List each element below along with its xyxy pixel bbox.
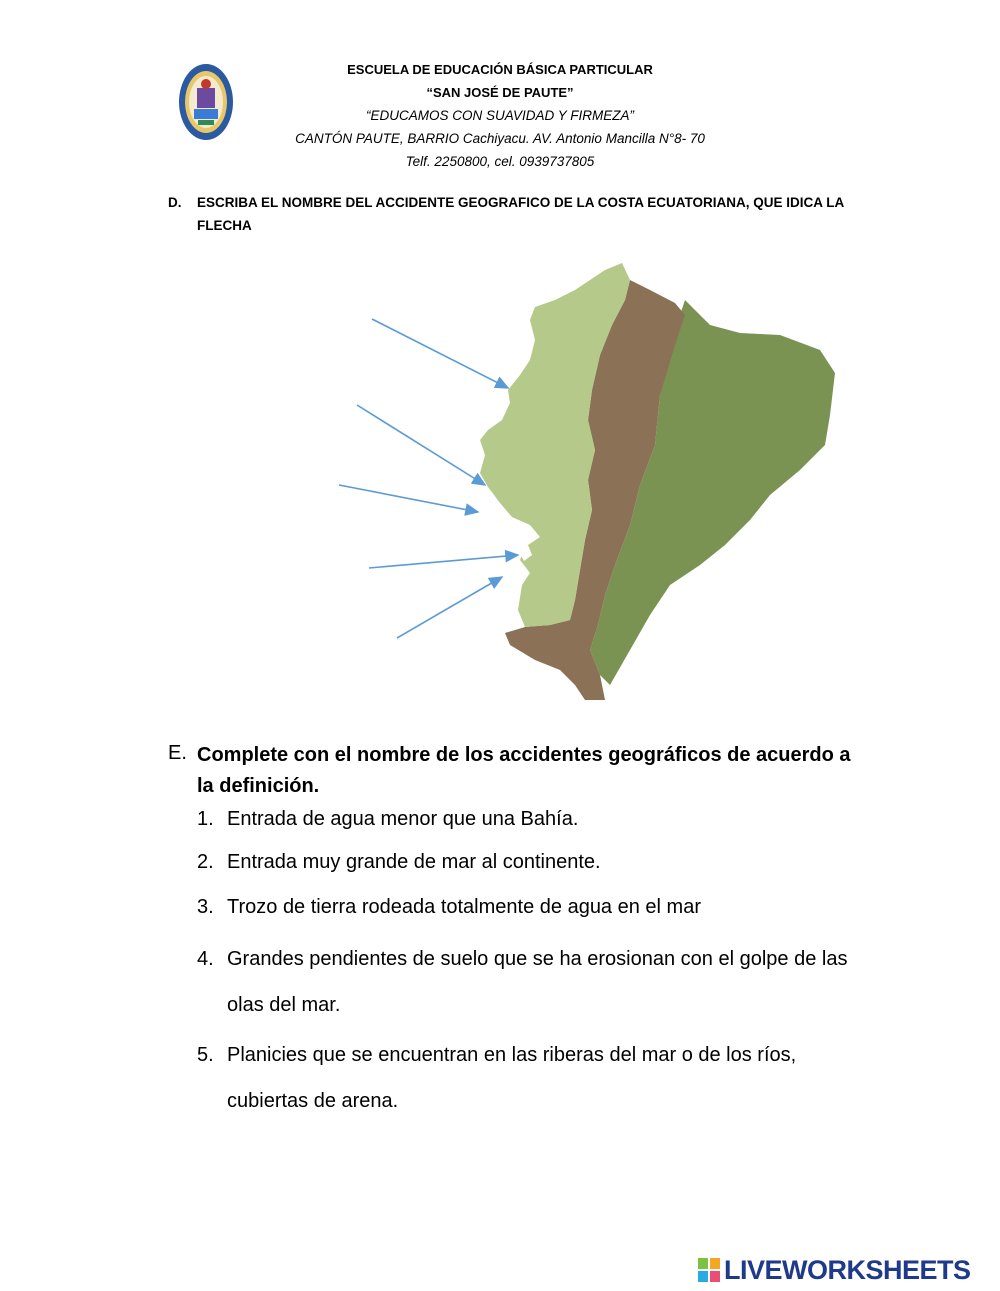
school-name: “SAN JOSÉ DE PAUTE” (426, 85, 574, 100)
item-text: Planicies que se encuentran en las riberas del mar o de los ríos, cubiertas de arena. (227, 1044, 797, 1112)
section-d (168, 191, 848, 237)
section-e-letter: E. (168, 742, 187, 764)
list-item: 4. Grandes pendientes de suelo que se ha erosionan con el golpe de las olas del mar. (197, 948, 848, 1016)
item-text: Entrada muy grande de mar al continente. (227, 851, 601, 873)
brand-text: LIVEWORKSHEETS (724, 1255, 971, 1285)
school-header (0, 58, 1000, 173)
section-d-instruction: ESCRIBA EL NOMBRE DEL ACCIDENTE GEOGRAFICO DE LA COSTA ECUATORIANA, QUE IDICA LA FLECHA (197, 195, 844, 233)
ecuador-map (330, 255, 860, 705)
section-e-title: Complete con el nombre de los accidentes geográficos de acuerdo a la definición. (197, 744, 851, 797)
school-phone: Telf. 2250800, cel. 0939737805 (405, 154, 595, 169)
item-text: Entrada de agua menor que una Bahía. (227, 808, 579, 830)
list-item: 5. Planicies que se encuentran en las riberas del mar o de los ríos, cubiertas de arena. (197, 1044, 797, 1112)
definition-list (197, 805, 868, 1124)
list-item: 1. Entrada de agua menor que una Bahía. (197, 808, 579, 830)
section-d-letter: D. (168, 195, 182, 210)
item-text: Grandes pendientes de suelo que se ha erosionan con el golpe de las olas del mar. (227, 948, 848, 1016)
school-label: ESCUELA DE EDUCACIÓN BÁSICA PARTICULAR (347, 62, 653, 77)
liveworksheets-icon (698, 1258, 720, 1282)
school-address: CANTÓN PAUTE, BARRIO Cachiyacu. AV. Antonio Mancilla N°8- 70 (295, 131, 705, 146)
list-item: 2. Entrada muy grande de mar al continente. (197, 851, 601, 873)
school-motto: “EDUCAMOS CON SUAVIDAD Y FIRMEZA” (365, 108, 635, 123)
section-e (168, 740, 868, 1124)
list-item: 3. Trozo de tierra rodeada totalmente de agua en el mar (197, 896, 701, 918)
item-text: Trozo de tierra rodeada totalmente de agua en el mar (227, 896, 701, 918)
